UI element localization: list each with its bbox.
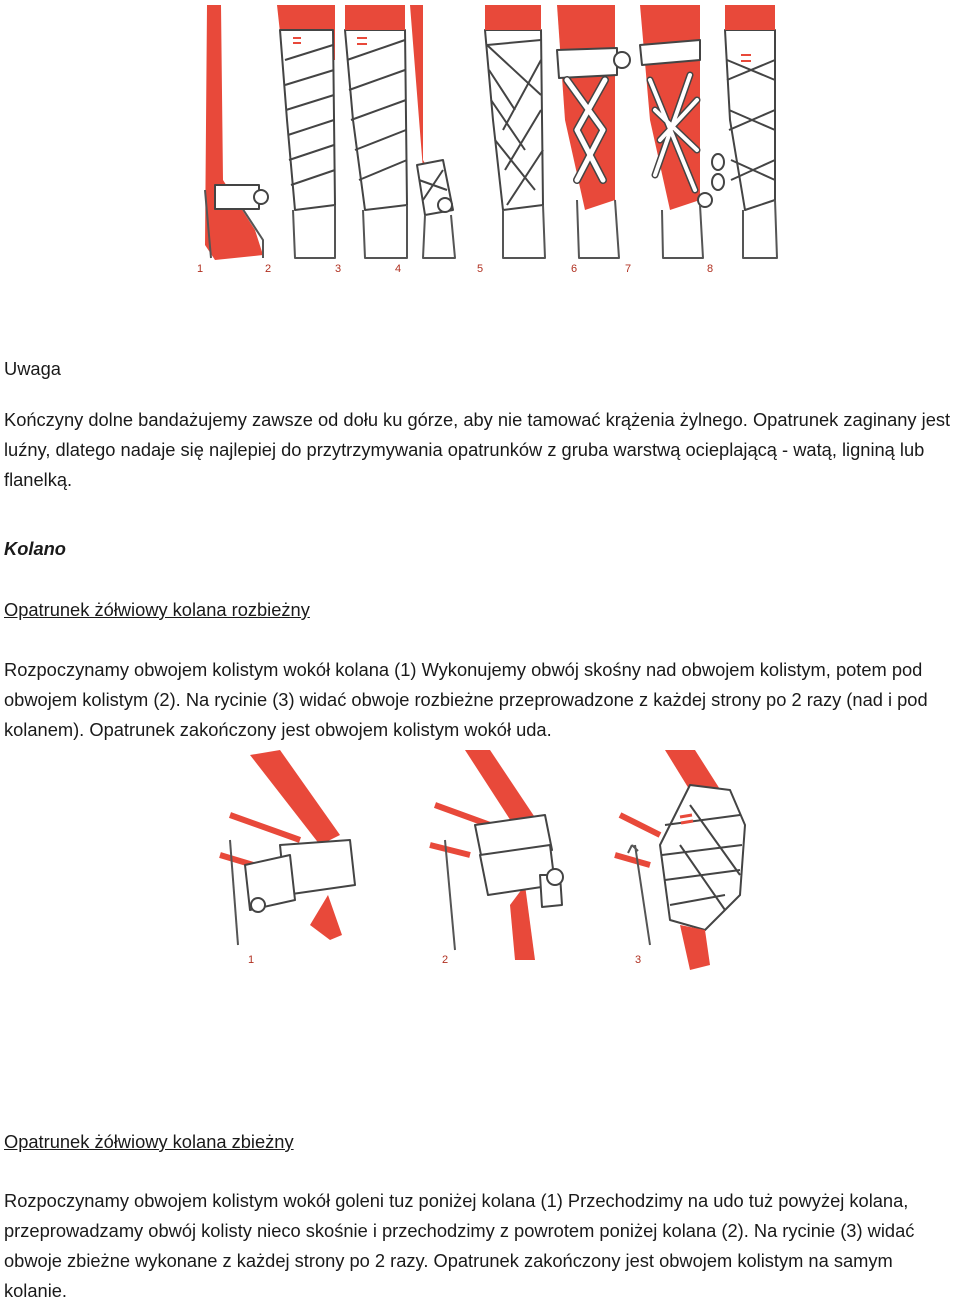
leg-label-5: 5: [477, 263, 484, 275]
leg-3-illustration: [345, 5, 407, 258]
leg-1-illustration: [205, 5, 268, 260]
leg-label-7: 7: [625, 263, 632, 275]
knee-2-illustration: [430, 750, 563, 960]
leg-label-6: 6: [571, 263, 578, 275]
divergent-title: Opatrunek żółwiowy kolana rozbieżny: [4, 599, 310, 620]
knee-label-3: 3: [635, 954, 642, 966]
leg-2-illustration: [277, 5, 335, 258]
leg-label-2: 2: [265, 263, 272, 275]
leg-bandaging-figure: [185, 0, 780, 285]
leg-7-illustration: [640, 5, 712, 258]
convergent-body: Rozpoczynamy obwojem kolistym wokół goleni tuz poniżej kolana (1) Przechodzimy na udo tuż powyżej kolana, przeprowadzamy obwój kolisty nieco skośnie i przechodzimy z powrotem poniżej kolana (2). Na rycinie (3) widać obwoje zbieżne wykonane z każdej strony po 2 razy. Opatrunek zakończony jest obwojem kolistym na samym kolanie.: [4, 1190, 915, 1301]
leg-4-illustration: [410, 5, 455, 258]
leg-6-illustration: [557, 5, 630, 258]
knee-bandaging-figure: [210, 745, 770, 975]
leg-5-illustration: [485, 5, 545, 258]
leg-label-8: 8: [707, 263, 714, 275]
knee-label-2: 2: [442, 954, 449, 966]
knee-1-illustration: [220, 750, 355, 945]
leg-label-1: 1: [197, 263, 204, 275]
note-body: Kończyny dolne bandażujemy zawsze od dołu ku górze, aby nie tamować krążenia żylnego. Opatrunek zaginany jest luźny, dlatego nadaje się najlepiej do przytrzymywania opatrunków z gruba warstwą ocieplającą - watą, ligniną lub flanelką.: [4, 409, 951, 490]
knee-label-1: 1: [248, 954, 255, 966]
convergent-title: Opatrunek żółwiowy kolana zbieżny: [4, 1131, 294, 1152]
knee-3-illustration: [615, 750, 745, 970]
note-title: Uwaga: [4, 358, 61, 379]
knee-heading: Kolano: [4, 538, 66, 559]
leg-8-illustration: [712, 5, 777, 258]
divergent-body: Rozpoczynamy obwojem kolistym wokół kolana (1) Wykonujemy obwój skośny nad obwojem kolistym, potem pod obwojem kolistym (2). Na rycinie (3) widać obwoje rozbieżne przeprowadzone z każdej strony po 2 razy (nad i pod kolanem). Opatrunek zakończony jest obwojem kolistym wokół uda.: [4, 659, 928, 740]
leg-label-3: 3: [335, 263, 342, 275]
leg-label-4: 4: [395, 263, 402, 275]
